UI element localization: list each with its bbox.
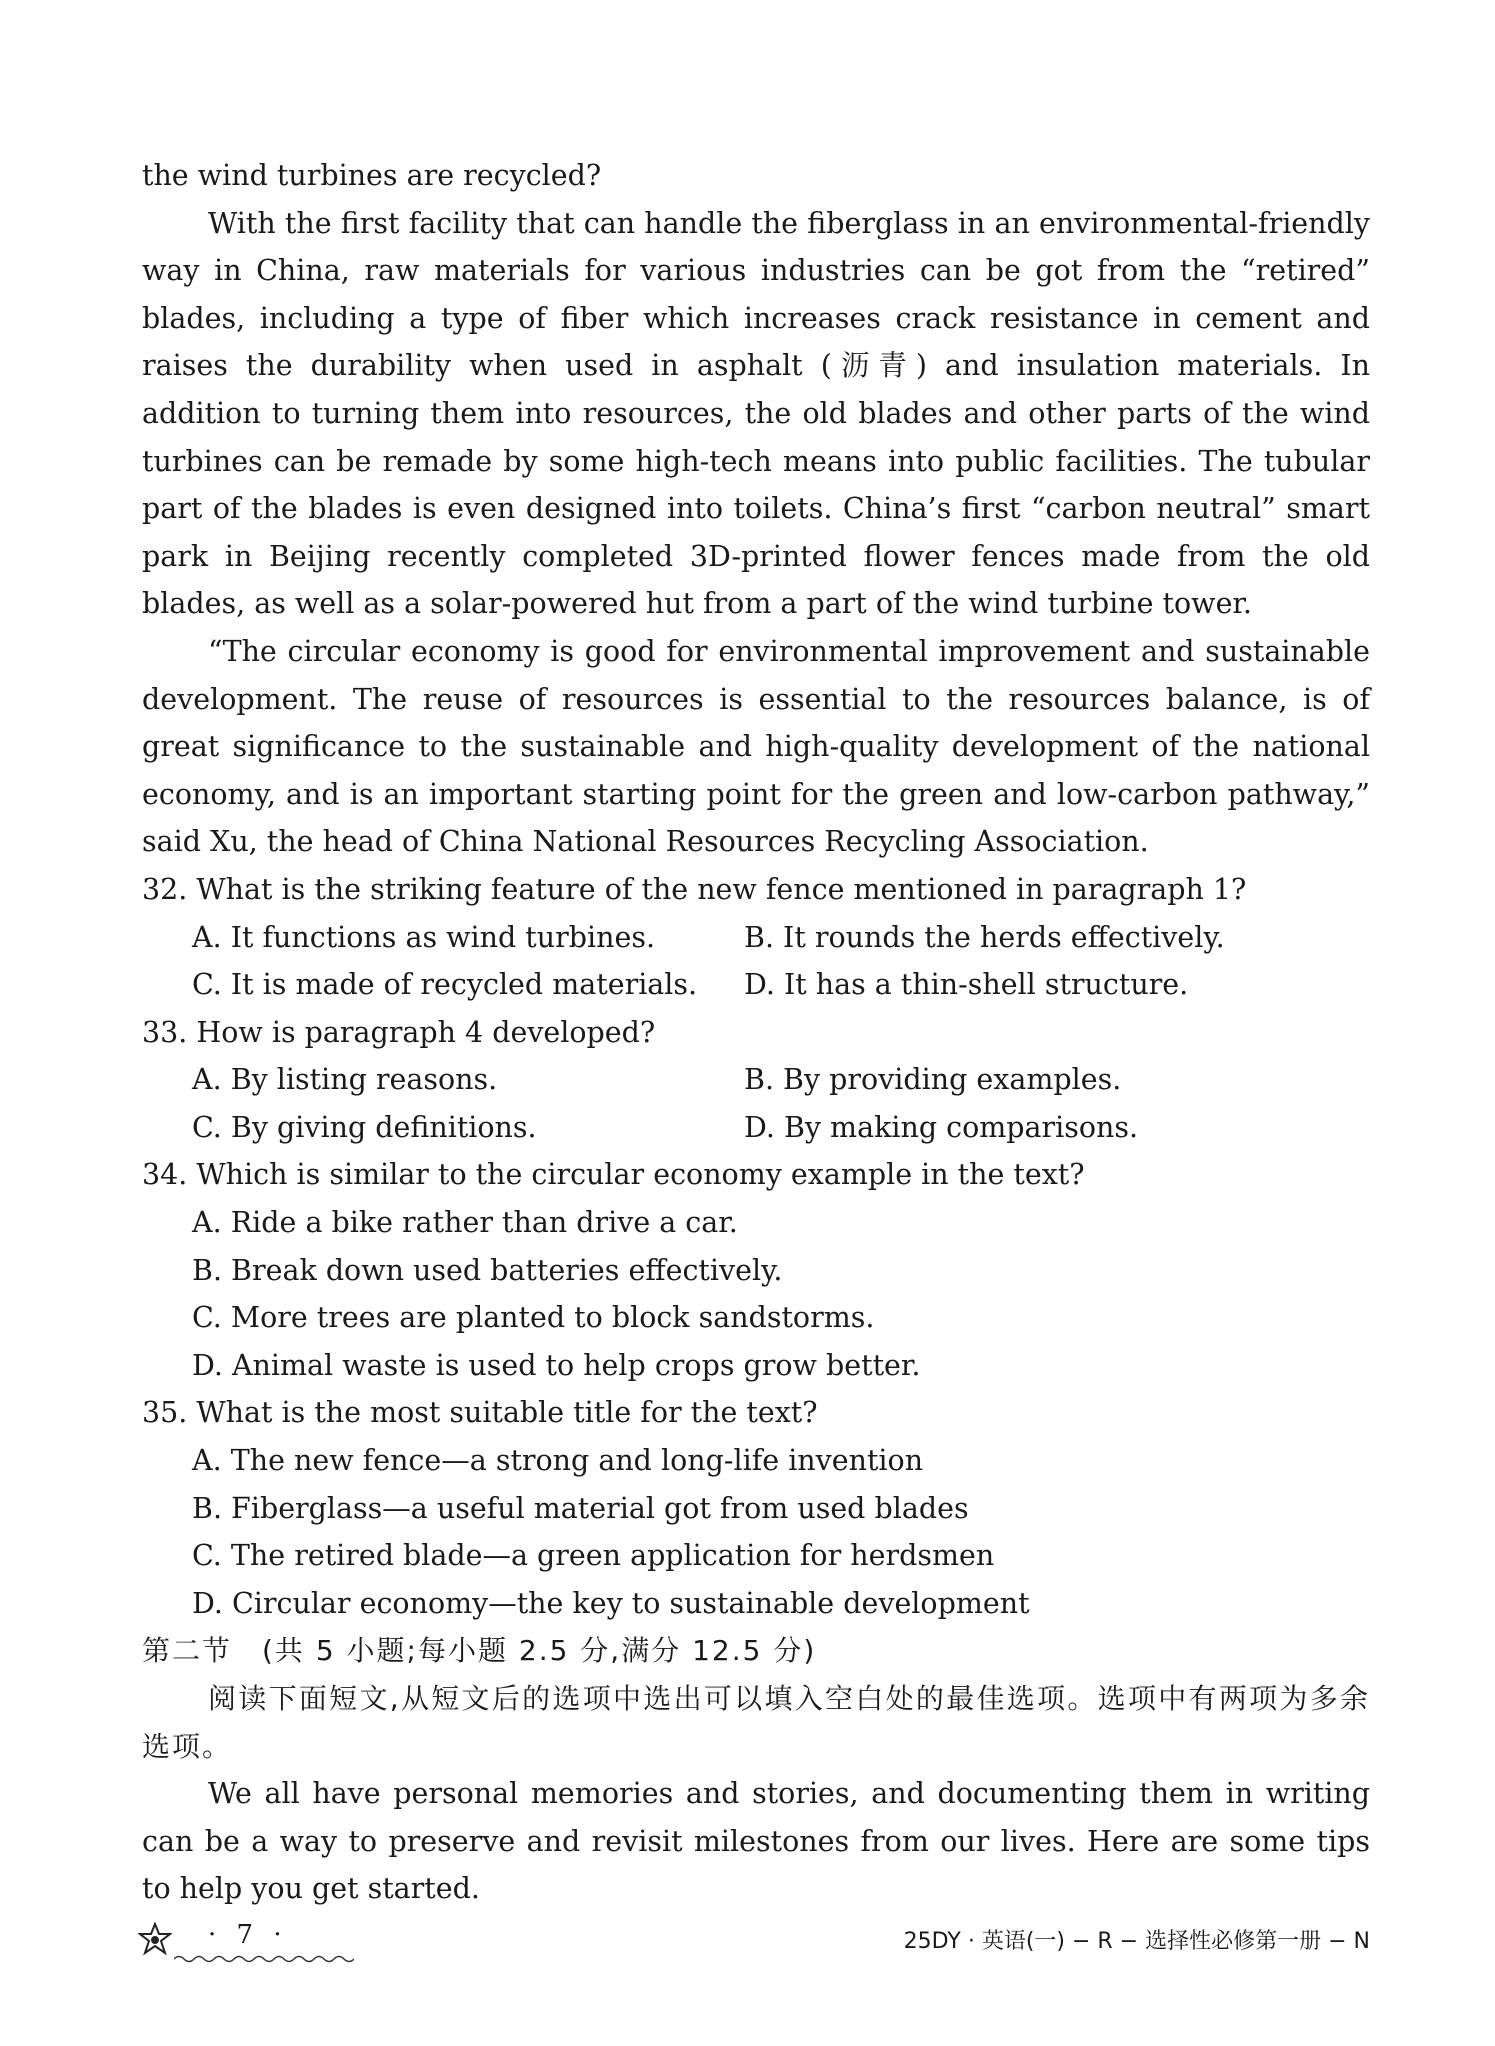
question-33 bbox=[142, 1009, 1370, 1152]
option-d[interactable]: D. It has a thin-shell structure. bbox=[744, 968, 1189, 1002]
option-c[interactable]: C. It is made of recycled materials. bbox=[192, 968, 698, 1002]
option-c[interactable]: C. The retired blade—a green application for herdsmen bbox=[192, 1539, 995, 1573]
decorative-wave-icon bbox=[174, 1954, 354, 1964]
passage-paragraph-fiberglass: With the first facility that can handle the fiberglass in an environmental-friendly way in China, raw materials for various industries can be got from the “retired” blades, including a type of fiber which increases crack resistance in cement and raises the durability when used in asphalt (沥青) and insulation materials. In addition to turning them into resources, the old blades and other parts of the wind turbines can be remade by some high-tech means into public facilities. The tubular part of the blades is even designed into toilets. China’s first “carbon neutral” smart park in Beijing recently completed 3D-printed flower fences made from the old blades, as well as a solar-powered hut from a part of the wind turbine tower. bbox=[142, 206, 1370, 621]
option-b[interactable]: B. Fiberglass—a useful material got from used blades bbox=[192, 1491, 969, 1525]
section-2-heading: 第二节 (共 5 小题;每小题 2.5 分,满分 12.5 分) bbox=[142, 1634, 817, 1668]
section-2-intro: We all have personal memories and stories, and documenting them in writing can be a way to preserve and revisit milestones from our lives. Here are some tips to help you get started. bbox=[142, 1777, 1370, 1906]
passage-paragraph-quote: “The circular economy is good for environmental improvement and sustainable development. The reuse of resources is essential to the resources balance, is of great significance to the sustainable and high-quality development of the national economy, and is an important starting point for the green and low-carbon pathway,” said Xu, the head of China National Resources Recycling Association. bbox=[142, 634, 1370, 859]
question-34 bbox=[142, 1151, 1370, 1389]
option-a[interactable]: A. By listing reasons. bbox=[192, 1063, 498, 1097]
option-b[interactable]: B. By providing examples. bbox=[744, 1063, 1122, 1097]
option-c[interactable]: C. By giving definitions. bbox=[192, 1110, 537, 1144]
page-footer bbox=[138, 1918, 1370, 1978]
page-number: · 7 · bbox=[208, 1920, 288, 1950]
section-2-instructions: 阅读下面短文,从短文后的选项中选出可以填入空白处的最佳选项。选项中有两项为多余选项。 bbox=[142, 1682, 1370, 1763]
option-b[interactable]: B. It rounds the herds effectively. bbox=[744, 920, 1225, 954]
footer-code: 25DY · 英语(一) − R − 选择性必修第一册 − N bbox=[903, 1929, 1370, 1954]
question-stem: 32. What is the striking feature of the new fence mentioned in paragraph 1? bbox=[142, 872, 1247, 906]
option-a[interactable]: A. The new fence—a strong and long-life invention bbox=[192, 1444, 924, 1478]
question-options bbox=[142, 914, 1370, 1009]
question-options bbox=[142, 1056, 1370, 1151]
question-stem: 35. What is the most suitable title for the text? bbox=[142, 1396, 818, 1430]
publisher-logo-icon bbox=[138, 1922, 172, 1956]
option-d[interactable]: D. By making comparisons. bbox=[744, 1110, 1139, 1144]
option-a[interactable]: A. It functions as wind turbines. bbox=[192, 920, 655, 954]
option-b[interactable]: B. Break down used batteries effectively. bbox=[192, 1253, 783, 1287]
question-32 bbox=[142, 866, 1370, 1009]
question-35 bbox=[142, 1389, 1370, 1627]
footer-left bbox=[138, 1918, 358, 1978]
page-content bbox=[142, 152, 1370, 1913]
question-stem: 33. How is paragraph 4 developed? bbox=[142, 1015, 656, 1049]
question-stem: 34. Which is similar to the circular economy example in the text? bbox=[142, 1158, 1085, 1192]
option-d[interactable]: D. Animal waste is used to help crops grow better. bbox=[192, 1348, 921, 1382]
option-d[interactable]: D. Circular economy—the key to sustainable development bbox=[192, 1586, 1030, 1620]
option-c[interactable]: C. More trees are planted to block sandstorms. bbox=[192, 1301, 875, 1335]
passage-line-continuation: the wind turbines are recycled? bbox=[142, 159, 602, 192]
option-a[interactable]: A. Ride a bike rather than drive a car. bbox=[192, 1206, 738, 1240]
